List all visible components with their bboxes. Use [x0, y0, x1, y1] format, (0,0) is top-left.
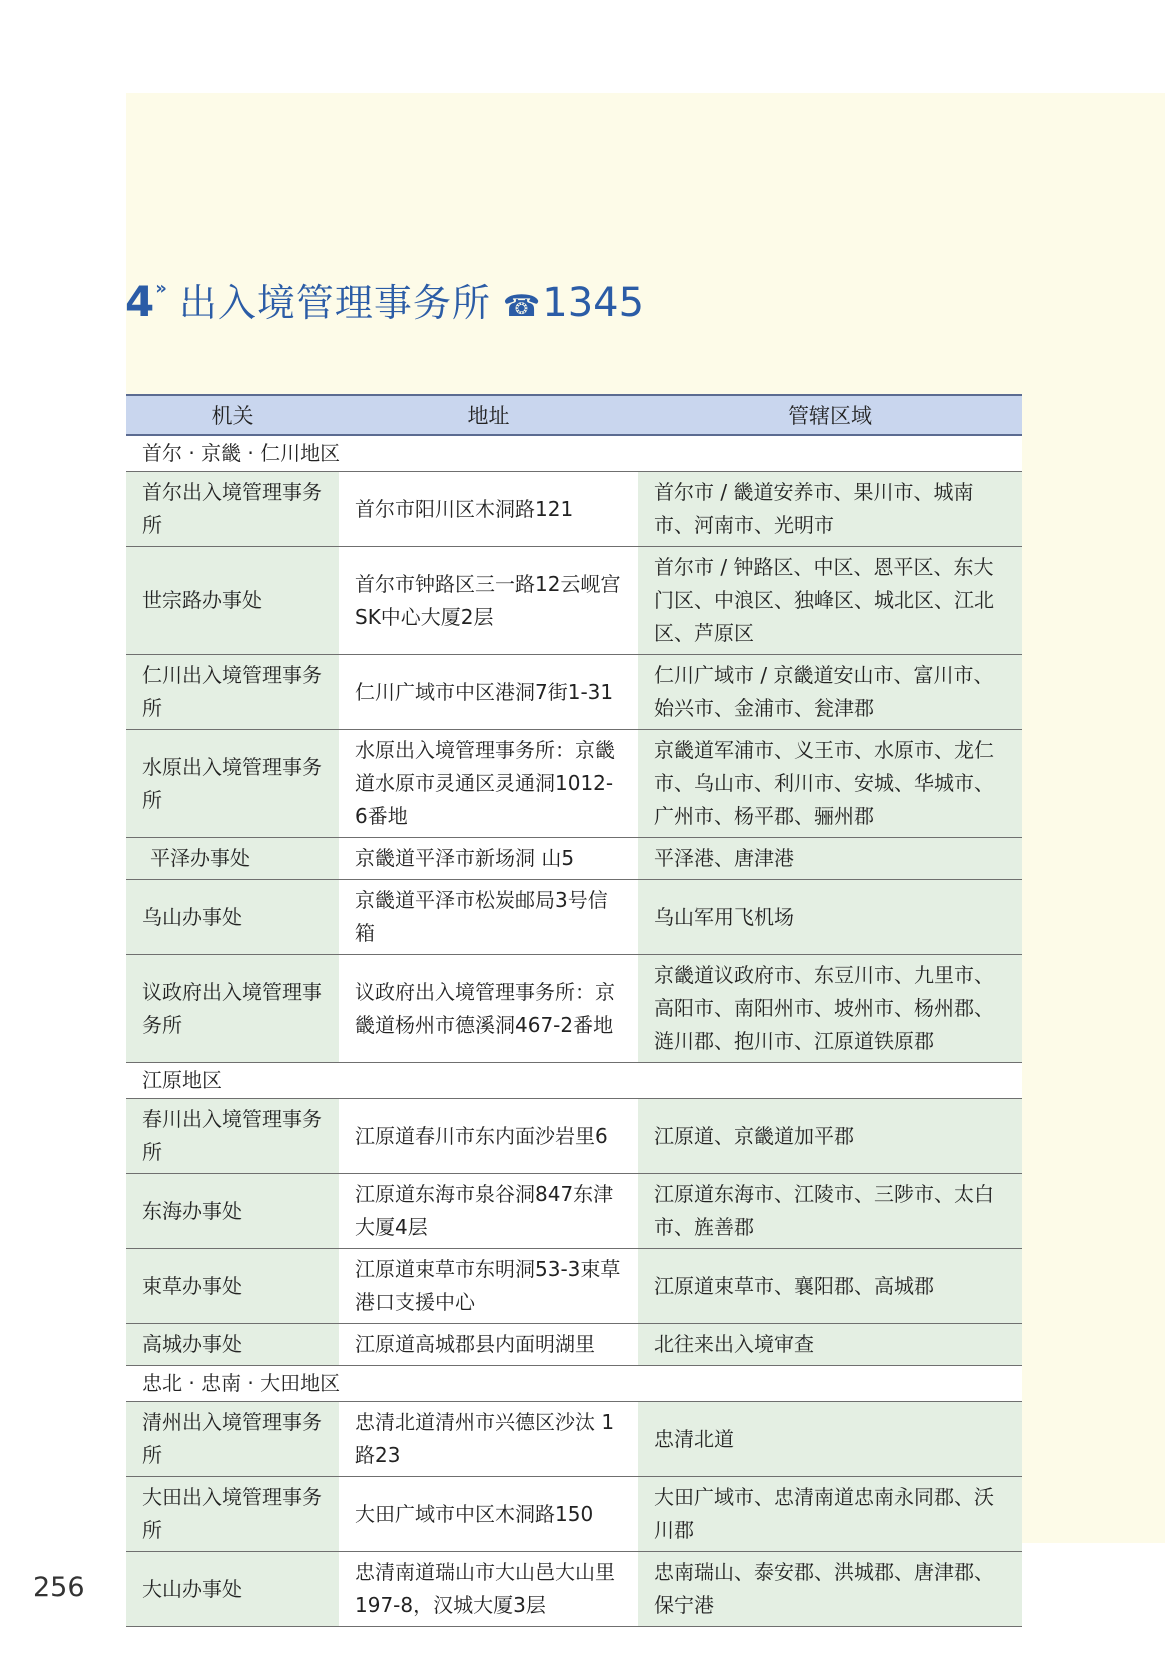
office-address: 江原道春川市东内面沙岩里6 [339, 1099, 638, 1174]
section-title-text: 出入境管理事务所 [178, 281, 491, 325]
table-row [126, 730, 1022, 838]
phone-number: 1345 [542, 280, 645, 326]
office-address: 议政府出入境管理事务所：京畿道杨州市德溪洞467-2番地 [339, 955, 638, 1063]
office-jurisdiction: 忠南瑞山、泰安郡、洪城郡、唐津郡、保宁港 [638, 1552, 1022, 1627]
office-jurisdiction: 仁川广域市 / 京畿道安山市、富川市、始兴市、金浦市、瓮津郡 [638, 655, 1022, 730]
office-name: 平泽办事处 [126, 838, 339, 880]
office-address: 忠清北道清州市兴德区沙汰 1路23 [339, 1402, 638, 1477]
office-address: 忠清南道瑞山市大山邑大山里197-8，汉城大厦3层 [339, 1552, 638, 1627]
table-row [126, 1174, 1022, 1249]
phone-icon: ☎ [502, 289, 541, 324]
table-row [126, 955, 1022, 1063]
table-row [126, 1552, 1022, 1627]
region-label: 首尔 · 京畿 · 仁川地区 [126, 435, 1022, 472]
table-row [126, 655, 1022, 730]
office-jurisdiction: 首尔市 / 畿道安养市、果川市、城南市、河南市、光明市 [638, 472, 1022, 547]
office-jurisdiction: 忠清北道 [638, 1402, 1022, 1477]
office-address: 京畿道平泽市松炭邮局3号信箱 [339, 880, 638, 955]
section-number: 4 [125, 277, 155, 326]
table-row [126, 472, 1022, 547]
office-name: 春川出入境管理事务所 [126, 1099, 339, 1174]
office-jurisdiction: 江原道东海市、江陵市、三陟市、太白市、旌善郡 [638, 1174, 1022, 1249]
office-jurisdiction: 北往来出入境审查 [638, 1324, 1022, 1366]
office-address: 首尔市阳川区木洞路121 [339, 472, 638, 547]
office-name: 水原出入境管理事务所 [126, 730, 339, 838]
section-title [125, 272, 644, 332]
header-agency: 机关 [126, 395, 339, 435]
table-row [126, 1099, 1022, 1174]
section-marker: » [155, 278, 167, 299]
office-address: 江原道东海市泉谷洞847东津大厦4层 [339, 1174, 638, 1249]
table-row [126, 1324, 1022, 1366]
region-row [126, 1366, 1022, 1402]
table-body [126, 435, 1022, 1627]
office-address: 水原出入境管理事务所：京畿道水原市灵通区灵通洞1012-6番地 [339, 730, 638, 838]
office-jurisdiction: 首尔市 / 钟路区、中区、恩平区、东大门区、中浪区、独峰区、城北区、江北区、芦原区 [638, 547, 1022, 655]
office-jurisdiction: 京畿道议政府市、东豆川市、九里市、高阳市、南阳州市、坡州市、杨州郡、涟川郡、抱川市、江原道铁原郡 [638, 955, 1022, 1063]
office-jurisdiction: 京畿道军浦市、义王市、水原市、龙仁市、乌山市、利川市、安城、华城市、广州市、杨平郡、骊州郡 [638, 730, 1022, 838]
office-name: 世宗路办事处 [126, 547, 339, 655]
office-jurisdiction: 平泽港、唐津港 [638, 838, 1022, 880]
office-address: 江原道束草市东明洞53-3束草港口支援中心 [339, 1249, 638, 1324]
header-address: 地址 [339, 395, 638, 435]
office-jurisdiction: 大田广域市、忠清南道忠南永同郡、沃川郡 [638, 1477, 1022, 1552]
office-jurisdiction: 江原道束草市、襄阳郡、高城郡 [638, 1249, 1022, 1324]
office-name: 清州出入境管理事务所 [126, 1402, 339, 1477]
table-row [126, 1477, 1022, 1552]
office-name: 束草办事处 [126, 1249, 339, 1324]
office-name: 大山办事处 [126, 1552, 339, 1627]
office-jurisdiction: 江原道、京畿道加平郡 [638, 1099, 1022, 1174]
table-row [126, 1249, 1022, 1324]
region-label: 忠北 · 忠南 · 大田地区 [126, 1366, 1022, 1402]
table-row [126, 547, 1022, 655]
office-address: 江原道高城郡县内面明湖里 [339, 1324, 638, 1366]
page-number: 256 [33, 1572, 85, 1603]
table-row [126, 1402, 1022, 1477]
header-jurisdiction: 管辖区域 [638, 395, 1022, 435]
region-row [126, 1063, 1022, 1099]
office-name: 东海办事处 [126, 1174, 339, 1249]
table-row [126, 880, 1022, 955]
office-jurisdiction: 乌山军用飞机场 [638, 880, 1022, 955]
offices-table [126, 394, 1022, 1627]
office-address: 仁川广域市中区港洞7街1-31 [339, 655, 638, 730]
office-name: 首尔出入境管理事务所 [126, 472, 339, 547]
table-row [126, 838, 1022, 880]
office-address: 京畿道平泽市新场洞 山5 [339, 838, 638, 880]
region-label: 江原地区 [126, 1063, 1022, 1099]
table-header-row [126, 395, 1022, 435]
office-name: 乌山办事处 [126, 880, 339, 955]
office-name: 议政府出入境管理事务所 [126, 955, 339, 1063]
region-row [126, 435, 1022, 472]
office-address: 首尔市钟路区三一路12云岘宫SK中心大厦2层 [339, 547, 638, 655]
office-name: 大田出入境管理事务所 [126, 1477, 339, 1552]
office-name: 高城办事处 [126, 1324, 339, 1366]
office-name: 仁川出入境管理事务所 [126, 655, 339, 730]
office-address: 大田广域市中区木洞路150 [339, 1477, 638, 1552]
